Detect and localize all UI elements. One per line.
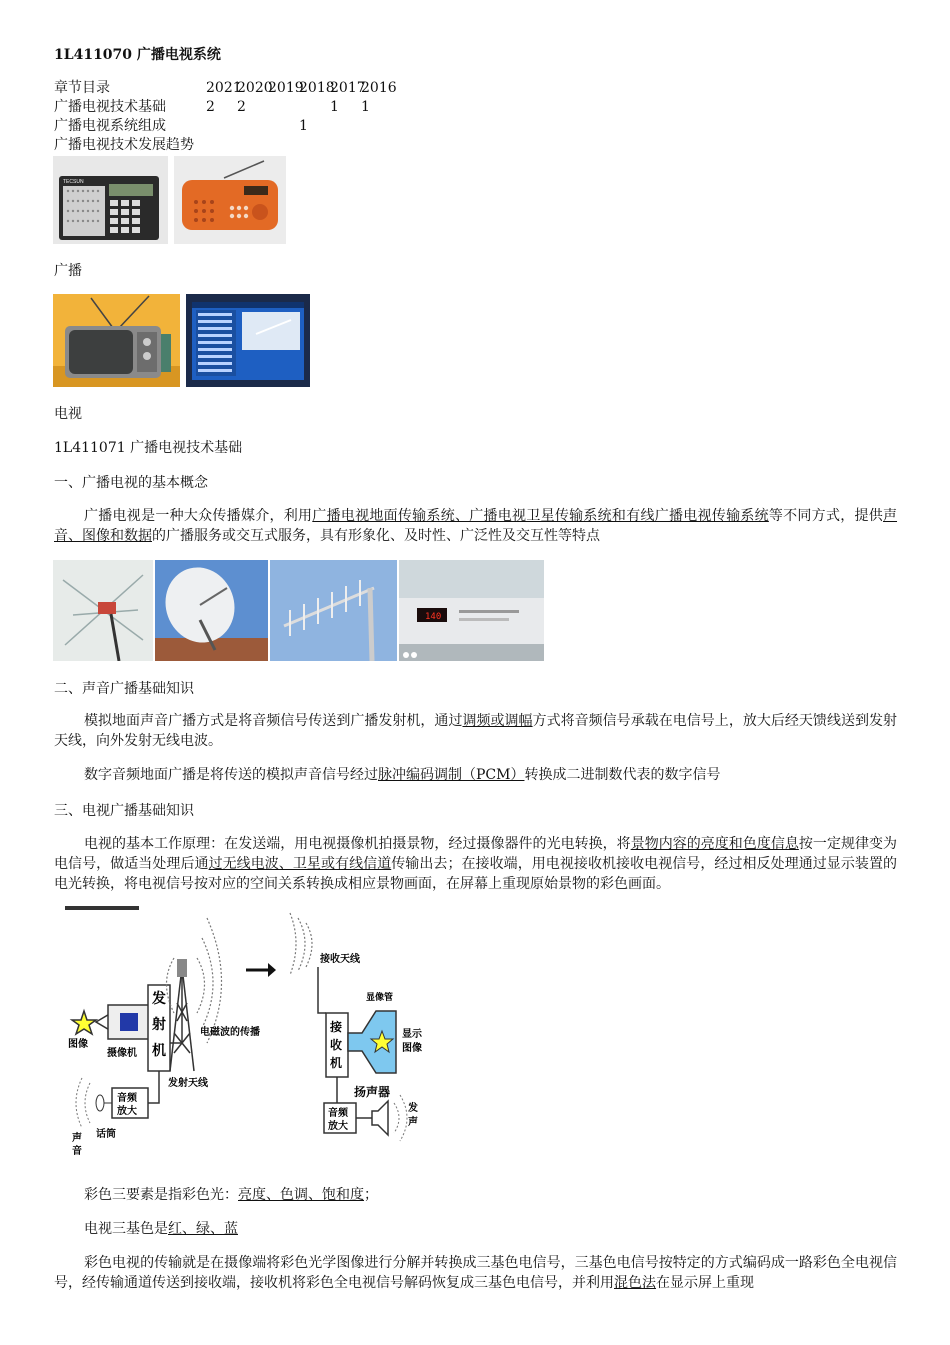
label-receiver-3: 机	[330, 1056, 343, 1070]
text-run: 等不同方式，提供	[768, 508, 884, 524]
tv-photo-1	[53, 294, 180, 387]
toc-row-name: 广播电视系统组成	[54, 118, 166, 134]
text-run: 数字音频地面广播是将传送的模拟声音信号经过	[84, 767, 378, 783]
label-crt: 显像管	[366, 993, 394, 1003]
toc-header-row	[54, 79, 554, 98]
toc-header-2019: 2019	[268, 80, 304, 96]
text-run: 彩色电视的传输就是在摄像端将彩色光学图像进行分解并转换成三基色电信号，三基色电信号按特定的方式编码成一路彩色全电视信号，经传输通道传送到接收端，接收机将彩色全电视信号解码恢复成三基色电信号，并利用	[54, 1255, 897, 1291]
text-run: 的广播服务或交互式服务，具有形象化、及时性、广泛性及交互性等特点	[152, 528, 600, 544]
label-display-image-2: 图像	[402, 1043, 422, 1054]
document-title: 1L411070 广播电视系统	[54, 47, 221, 63]
text-run: 转换成二进制数代表的数字信号	[524, 767, 721, 783]
label-image: 图像	[68, 1039, 88, 1050]
label-produce-sound-2: 声	[408, 1117, 418, 1128]
heading-basic-concept: 一、广播电视的基本概念	[54, 475, 208, 491]
label-transmitter-3: 机	[152, 1043, 166, 1059]
toc-cell: 2	[237, 99, 246, 115]
paragraph-digital-audio	[54, 765, 897, 785]
text-run: 在显示屏上重现	[656, 1275, 754, 1291]
label-receiver-1: 接	[330, 1020, 343, 1034]
text-run: 彩色三要素是指彩色光：	[84, 1187, 238, 1203]
toc-cell: 1	[299, 118, 308, 134]
label-transmitter-2: 射	[152, 1017, 166, 1033]
underlined-term: 脉冲编码调制（PCM）	[378, 767, 525, 783]
yagi-antenna-photo	[270, 560, 397, 661]
underlined-term: 过无线电波、卫星或有线信道	[208, 856, 392, 872]
text-run: 电视三基色是	[84, 1221, 168, 1237]
heading-tv-broadcast: 三、电视广播基础知识	[54, 803, 194, 819]
label-rx-audio-amp-1: 音频	[328, 1108, 348, 1119]
paragraph-basic-concept	[54, 506, 897, 546]
toc-row	[54, 136, 554, 155]
toc-row-name: 广播电视技术发展趋势	[54, 137, 194, 153]
paragraph-color-elements	[54, 1185, 897, 1205]
label-rx-audio-amp-2: 放大	[328, 1121, 348, 1132]
label-produce-sound-1: 发	[408, 1103, 418, 1114]
diagram-top-bar	[65, 906, 139, 910]
satellite-dish-photo	[155, 560, 268, 661]
underlined-term: 混色法	[614, 1275, 656, 1291]
radio-photo-1	[53, 156, 168, 244]
toc-header-2016: 2016	[361, 80, 397, 96]
toc-row-name: 广播电视技术基础	[54, 99, 166, 115]
mic-icon	[96, 1095, 104, 1111]
label-rx-antenna: 接收天线	[320, 954, 360, 965]
underlined-term: 红、绿、蓝	[168, 1221, 238, 1237]
antenna-photo	[53, 560, 153, 661]
stb-display-readout: 140	[425, 612, 442, 622]
tower-top	[177, 959, 187, 977]
label-camera: 摄像机	[107, 1048, 137, 1059]
tv-photo-2	[186, 294, 310, 387]
underlined-term: 调频或调幅	[462, 713, 533, 729]
toc-header-2021: 2021	[206, 80, 242, 96]
label-em-wave: 电磁波的传播	[200, 1027, 260, 1038]
paragraph-color-tv-transmission	[54, 1253, 897, 1293]
toc-header-2017: 2017	[330, 80, 366, 96]
toc-row	[54, 98, 554, 117]
toc-cell: 1	[361, 99, 370, 115]
underlined-term: 广播电视地面传输系统、广播电视卫星传输系统和有线广播电视传输系统	[312, 508, 769, 524]
label-sound-1: 声	[72, 1133, 82, 1144]
paragraph-tv-principle	[54, 834, 897, 894]
paragraph-analog-broadcast	[54, 711, 897, 751]
text-run: 广播电视是一种大众传播媒介，利用	[84, 508, 313, 524]
paragraph-primary-colors	[54, 1219, 897, 1239]
caption-broadcast: 广播	[54, 263, 82, 279]
caption-tv: 电视	[54, 406, 82, 422]
text-run: 按一定规律变为电信号，做适当处理后通	[54, 836, 898, 872]
label-tx-antenna: 发射天线	[168, 1078, 208, 1089]
tv-principle-diagram	[62, 903, 432, 1161]
label-audio-amp-2: 放大	[117, 1106, 137, 1117]
toc-header-chapter: 章节目录	[54, 80, 110, 96]
label-audio-amp-1: 音频	[117, 1093, 137, 1104]
text-run: 传输出去；在接收端，用电视接收机接收电视信号，经过相反处理通过显示装置的电光转换，将电视信号按对应的空间关系转换成相应景物画面，在屏幕上重现原始景物的彩色画面。	[54, 856, 898, 892]
section-heading: 1L411071 广播电视技术基础	[54, 440, 243, 456]
camera-sensor	[120, 1013, 138, 1031]
text-run: 方式将音频信号承载在电信号上，放大后经天馈线送到发射天线，向外发射无线电波。	[54, 713, 898, 749]
label-mic: 话筒	[96, 1129, 116, 1140]
label-transmitter-1: 发	[152, 991, 166, 1007]
toc-header-2018: 2018	[299, 80, 335, 96]
label-receiver-2: 收	[330, 1038, 343, 1052]
radio-photo-2	[174, 156, 286, 244]
set-top-box-photo	[399, 560, 544, 661]
label-speaker: 扬声器	[354, 1085, 391, 1099]
text-run: 模拟地面声音广播方式是将音频信号传送到广播发射机，通过	[84, 713, 463, 729]
toc-header-2020: 2020	[237, 80, 273, 96]
toc-cell: 1	[330, 99, 339, 115]
text-run: 电视的基本工作原理：在发送端，用电视摄像机拍摄景物，经过摄像器件的光电转换，将	[84, 836, 631, 852]
toc-cell: 2	[206, 99, 215, 115]
toc-row	[54, 117, 554, 136]
radio-brand: TECSUN	[63, 179, 84, 185]
underlined-term: 亮度、色调、饱和度	[238, 1187, 364, 1203]
underlined-term: 景物内容的亮度和色度信息	[630, 836, 799, 852]
label-sound-2: 音	[72, 1146, 82, 1157]
underlined-term: 声音、图像和数据	[54, 508, 898, 544]
heading-sound-broadcast: 二、声音广播基础知识	[54, 681, 194, 697]
text-run: ；	[364, 1187, 378, 1203]
label-display-image-1: 显示	[402, 1029, 422, 1040]
